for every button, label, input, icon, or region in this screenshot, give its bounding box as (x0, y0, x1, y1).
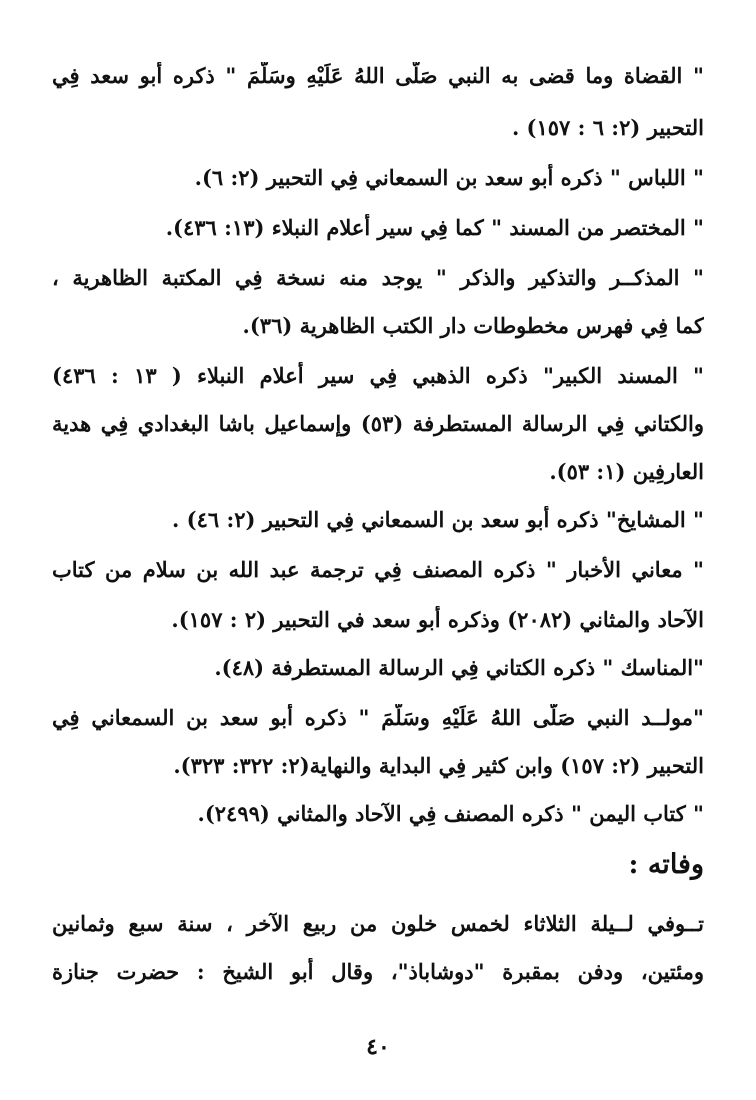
text-line-16: " كتاب اليمن " ذكره المصنف فِي الآحاد والمثاني (٢٤٩٩). (197, 801, 704, 826)
text-line-5: " المذكــر والتذكير والذكر " يوجد منه نسخة فِي المكتبة الظاهرية ، (52, 265, 704, 290)
text-line-7: " المسند الكبير" ذكره الذهبي فِي سير أعلام النبلاء ( ١٣ : ٤٣٦) (52, 363, 704, 388)
text-line-4: " المختصر من المسند " كما فِي سير أعلام النبلاء (١٣: ٤٣٦). (165, 215, 704, 240)
text-line-8: والكتاني فِي الرسالة المستطرفة (٥٣) وإسماعيل باشا البغدادي فِي هدية (52, 411, 704, 436)
text-line-10: " المشايخ" ذكره أبو سعد بن السمعاني فِي التحبير (٢: ٤٦) . (172, 507, 704, 532)
text-line-6: كما فِي فهرس مخطوطات دار الكتب الظاهرية (٣٦). (242, 313, 704, 338)
text-line-11: " معاني الأخبار " ذكره المصنف فِي ترجمة عبد الله بن سلام من كتاب (52, 557, 704, 582)
text-line-13: "المناسك " ذكره الكتاني فِي الرسالة المستطرفة (٤٨). (214, 655, 704, 680)
text-line-3: " اللباس " ذكره أبو سعد بن السمعاني فِي التحبير (٢: ٦). (194, 165, 704, 190)
text-line-15: التحبير (٢: ١٥٧) وابن كثير فِي البداية والنهاية(٢: ٣٢٢: ٣٢٣). (173, 753, 704, 778)
text-line-12: الآحاد والمثاني (٢٠٨٢) وذكره أبو سعد في التحبير (٢ : ١٥٧). (171, 607, 704, 632)
text-line-1: " القضاة وما قضى به النبي صَلّى اللهُ عَلَيْهِ وسَلَّمَ " ذكره أبو سعد فِي (52, 63, 704, 88)
text-line-14: "مولــد النبي صَلّى اللهُ عَلَيْهِ وسَلَّمَ " ذكره أبو سعد بن السمعاني فِي (52, 705, 704, 730)
text-line-2: التحبير (٢: ٦ : ١٥٧) . (511, 115, 704, 140)
text-line-9: العارفِين (١: ٥٣). (549, 459, 704, 484)
paragraph-line-2: ومئتين، ودفن بمقبرة "دوشاباذ"، وقال أبو الشيخ : حضرت جنازة (52, 959, 704, 984)
paragraph-line-1: تــوفي لــيلة الثلاثاء لخمس خلون من ربيع الآخر ، سنة سبع وثمانين (52, 911, 704, 936)
page-number: ٤٠ (366, 1034, 390, 1060)
section-heading: وفاته : (628, 849, 704, 880)
